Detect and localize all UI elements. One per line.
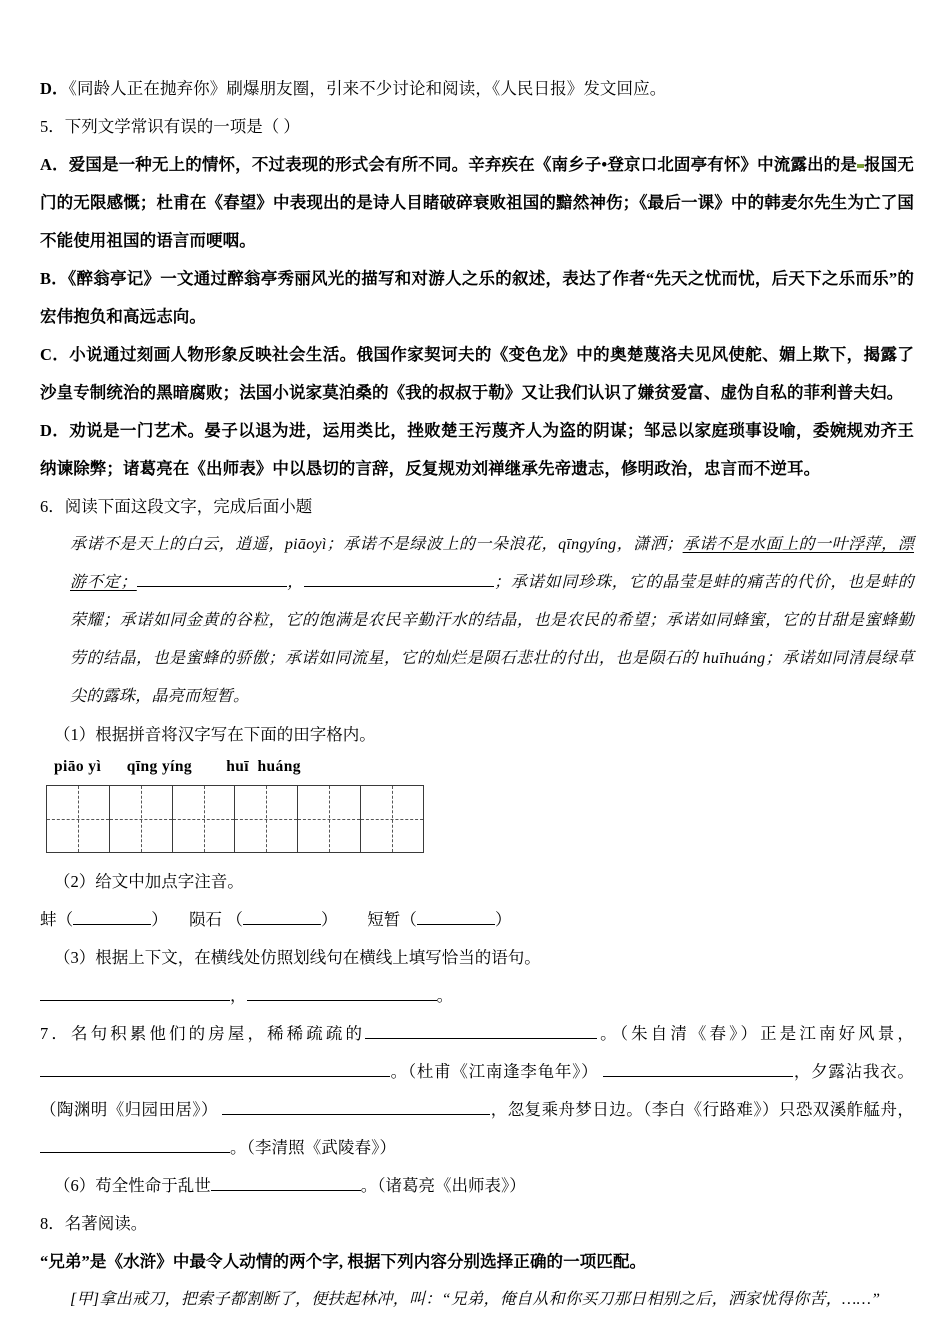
- q5-option-b: [40, 260, 914, 336]
- sub3-answer-blank-1[interactable]: [40, 985, 230, 1001]
- passage-seg-1: 承诺不是天上的白云，逍遥，: [70, 536, 285, 553]
- q5-option-b-text: 《醉翁亭记》一文通过醉翁亭秀丽风光的描写和对游人之乐的叙述，表达了作者“先天之忧而忧，后天下之乐而乐”的宏伟抱负和高远志向。: [40, 269, 914, 326]
- tianzige-pinyin-row: piāo yì qīng yíng huī huáng: [54, 758, 301, 775]
- annotation-mark: [857, 164, 864, 168]
- tianzige-grid[interactable]: [46, 785, 424, 853]
- passage-seg-5: ；承诺如同清晨绿草尖的露珠，晶亮而短暂。: [70, 650, 914, 705]
- q5-option-b-label: B．: [40, 269, 69, 288]
- q7-cite-2: 。（杜甫《江南逢李龟年》）: [390, 1062, 599, 1081]
- paren-close: ）: [151, 910, 168, 929]
- passage-seg-3: ，潇洒；: [616, 536, 683, 553]
- paren-open: （: [56, 910, 74, 929]
- passage-pinyin-piaoyi: piāoyì: [284, 536, 327, 553]
- sub3-period: 。: [436, 986, 454, 1005]
- q5-option-d: [40, 412, 914, 488]
- passage-seg-2: ；承诺不是绿波上的一朵浪花，: [326, 536, 559, 553]
- tianzige-cell[interactable]: [173, 786, 236, 852]
- pinyin-item-char-bang: 蚌: [40, 910, 57, 929]
- tianzige-cell[interactable]: [110, 786, 173, 852]
- q8-intro: [40, 1243, 914, 1281]
- q7-blank-2[interactable]: [40, 1061, 272, 1077]
- q5-option-a-text-2: 报国无门的无限感慨；杜甫在《春望》中表现出的是诗人目睹破碎衰败祖国的黯然神伤；《最后一课》中的韩麦尔先生为亡了国不能使用祖国的语言而哽咽。: [40, 155, 914, 250]
- paren-open: （: [226, 910, 243, 929]
- q5-option-c-text: 小说通过刻画人物形象反映社会生活。俄国作家契诃夫的《变色龙》中的奥楚蔑洛夫见风使舵、媚上欺下，揭露了沙皇专制统治的黑暗腐败；法国小说家莫泊桑的《我的叔叔于勒》又让我们认识了嫌贫爱富、虚伪自私的菲利普夫妇。: [40, 345, 914, 402]
- q8-stem: 8．名著阅读。: [40, 1214, 148, 1233]
- q7-blank-3[interactable]: [603, 1061, 793, 1077]
- q4-option-d-text: 《同龄人正在抛弃你》刷爆朋友圈，引来不少讨论和阅读，《人民日报》发文回应。: [68, 79, 667, 98]
- tianzige-cell[interactable]: [235, 786, 298, 852]
- passage-answer-blank-2[interactable]: [304, 571, 494, 587]
- tianzige-cell[interactable]: [298, 786, 361, 852]
- passage-pinyin-huihuang: huīhuáng: [702, 650, 766, 667]
- q7-text-3: ，忽复乘舟梦日边。（李白《行路难》）只恐双溪舴艋舟，: [490, 1100, 914, 1119]
- q7-blank-1[interactable]: [365, 1023, 597, 1039]
- q6-sub2-pinyin-items: [40, 901, 914, 939]
- q6-sub3-text: （3）根据上下文，在横线处仿照划线句在横线上填写恰当的语句。: [54, 948, 541, 967]
- q7-blank-4[interactable]: [222, 1099, 412, 1115]
- q7-cite-1: 。（朱自清《春》）: [597, 1024, 761, 1043]
- tianzige-block: [40, 754, 914, 853]
- passage-seg-4: ；承诺如同珍珠，它的晶莹是蚌的痛苦的代价，也是蚌的荣耀；承诺如同金黄的谷粒，它的饱满是农民辛勤汗水的结晶，也是农民的希望；承诺如同蜂蜜，它的甘甜是蜜蜂勤劳的结晶，也是蜜蜂的骄傲；承诺如同流星，它的灿烂是陨石悲壮的付出，也是陨石的: [70, 574, 914, 667]
- q6-sub3-answer-lines: [40, 977, 914, 1015]
- passage-pinyin-qingying: qīngyíng: [558, 536, 617, 553]
- q7-sub6-prefix: （6）苟全性命于乱世: [54, 1176, 211, 1195]
- q7-prefix: 7．名句积累他们的房屋，稀稀疏疏的: [40, 1024, 366, 1043]
- pinyin-answer-blank-duanzan[interactable]: [417, 909, 495, 925]
- q5-option-d-text: 劝说是一门艺术。晏子以退为进，运用类比，挫败楚王污蔑齐人为盗的阴谋；邹忌以家庭琐事设喻，委婉规劝齐王纳谏除弊；诸葛亮在《出师表》中以恳切的言辞，反复规劝刘禅继承先帝遗志，修明政治，忠言而不逆耳。: [40, 421, 914, 478]
- passage-underlined-model-sentence: 承诺不是水面上的一叶浮萍，漂游不定；: [70, 536, 915, 591]
- q5-option-a-text-1: 爱国是一种无上的情怀，不过表现的形式会有所不同。辛弃疾在《南乡子•登京口北固亭有怀》中流露出的是: [68, 155, 858, 174]
- pinyin-item-char-yunshi: 陨石: [188, 910, 223, 929]
- sub3-answer-blank-2[interactable]: [247, 985, 437, 1001]
- pinyin-answer-blank-yunshi[interactable]: [243, 909, 321, 925]
- q7-sub6: [40, 1167, 914, 1205]
- q5-option-a: [40, 146, 914, 260]
- q8-quote-jia: [40, 1281, 914, 1319]
- pinyin-answer-blank-bang[interactable]: [73, 909, 151, 925]
- q5-option-a-label: A．: [40, 155, 69, 174]
- pinyin-item-char-duanzan: 短暂: [367, 910, 401, 929]
- passage-answer-blank-1[interactable]: [137, 571, 287, 587]
- q7-cite-3: 。（李清照《武陵春》）: [230, 1138, 397, 1157]
- q7-text-1: 正是江南好风景，: [760, 1024, 914, 1043]
- q7-sub6-blank[interactable]: [211, 1175, 361, 1191]
- q7-sub6-cite: 。（诸葛亮《出师表》）: [360, 1176, 526, 1195]
- q5-option-d-label: D．: [40, 421, 70, 440]
- q6-stem: 6．阅读下面这段文字，完成后面小题: [40, 497, 313, 516]
- q4-option-d-label: D．: [40, 79, 69, 98]
- q4-option-d: [40, 70, 914, 108]
- q6-sub2-text: （2）给文中加点字注音。: [54, 872, 244, 891]
- paren-close: ）: [495, 910, 512, 929]
- q7-blank-2b[interactable]: [272, 1061, 390, 1077]
- paren-close: ）: [321, 910, 338, 929]
- q8-quote-jia-text: [甲]拿出戒刀，把索子都割断了，便扶起林冲，叫：“兄弟，俺自从和你买刀那日相别之后，洒家忧得你苦，……”: [70, 1291, 881, 1308]
- q7-blank-4b[interactable]: [412, 1099, 490, 1115]
- tianzige-cell[interactable]: [47, 786, 110, 852]
- paren-open: （: [400, 910, 417, 929]
- q8-intro-text: “兄弟”是《水浒》中最令人动情的两个字, 根据下列内容分别选择正确的一项匹配。: [40, 1252, 647, 1271]
- tianzige-cell[interactable]: [361, 786, 423, 852]
- q6-passage: 承诺不是天上的白云，逍遥，piāoyì；承诺不是绿波上的一朵浪花，qīngyíng，潇洒；承诺不是水面上的一叶浮萍，漂游不定； ， ；承诺如同珍珠，它的晶莹是蚌的痛苦的代价，也是蚌的荣耀；承诺如同金黄的谷粒，它的饱满是农民辛勤汗水的结晶，也是农民的希望；承诺如同蜂蜜，它的甘甜是蜜蜂勤劳的结晶，也是蜜蜂的骄傲；承诺如同流星，它的灿烂是陨石悲壮的付出，也是陨石的 huīhuáng；承诺如同清晨绿草尖的露珠，晶亮而短暂。: [70, 536, 915, 705]
- q6-sub1-text: （1）根据拼音将汉字写在下面的田字格内。: [54, 725, 376, 744]
- q5-stem: 5．下列文学常识有误的一项是（ ）: [40, 117, 300, 136]
- sub3-comma: ，: [230, 986, 247, 1005]
- q7-text-2: ，夕露沾我衣。（陶渊明《归园田居》）: [40, 1062, 914, 1119]
- q5-option-c-label: C．: [40, 345, 70, 364]
- q7-blank-5[interactable]: [40, 1137, 230, 1153]
- q5-option-c: [40, 336, 914, 412]
- q7-block: [40, 1015, 914, 1167]
